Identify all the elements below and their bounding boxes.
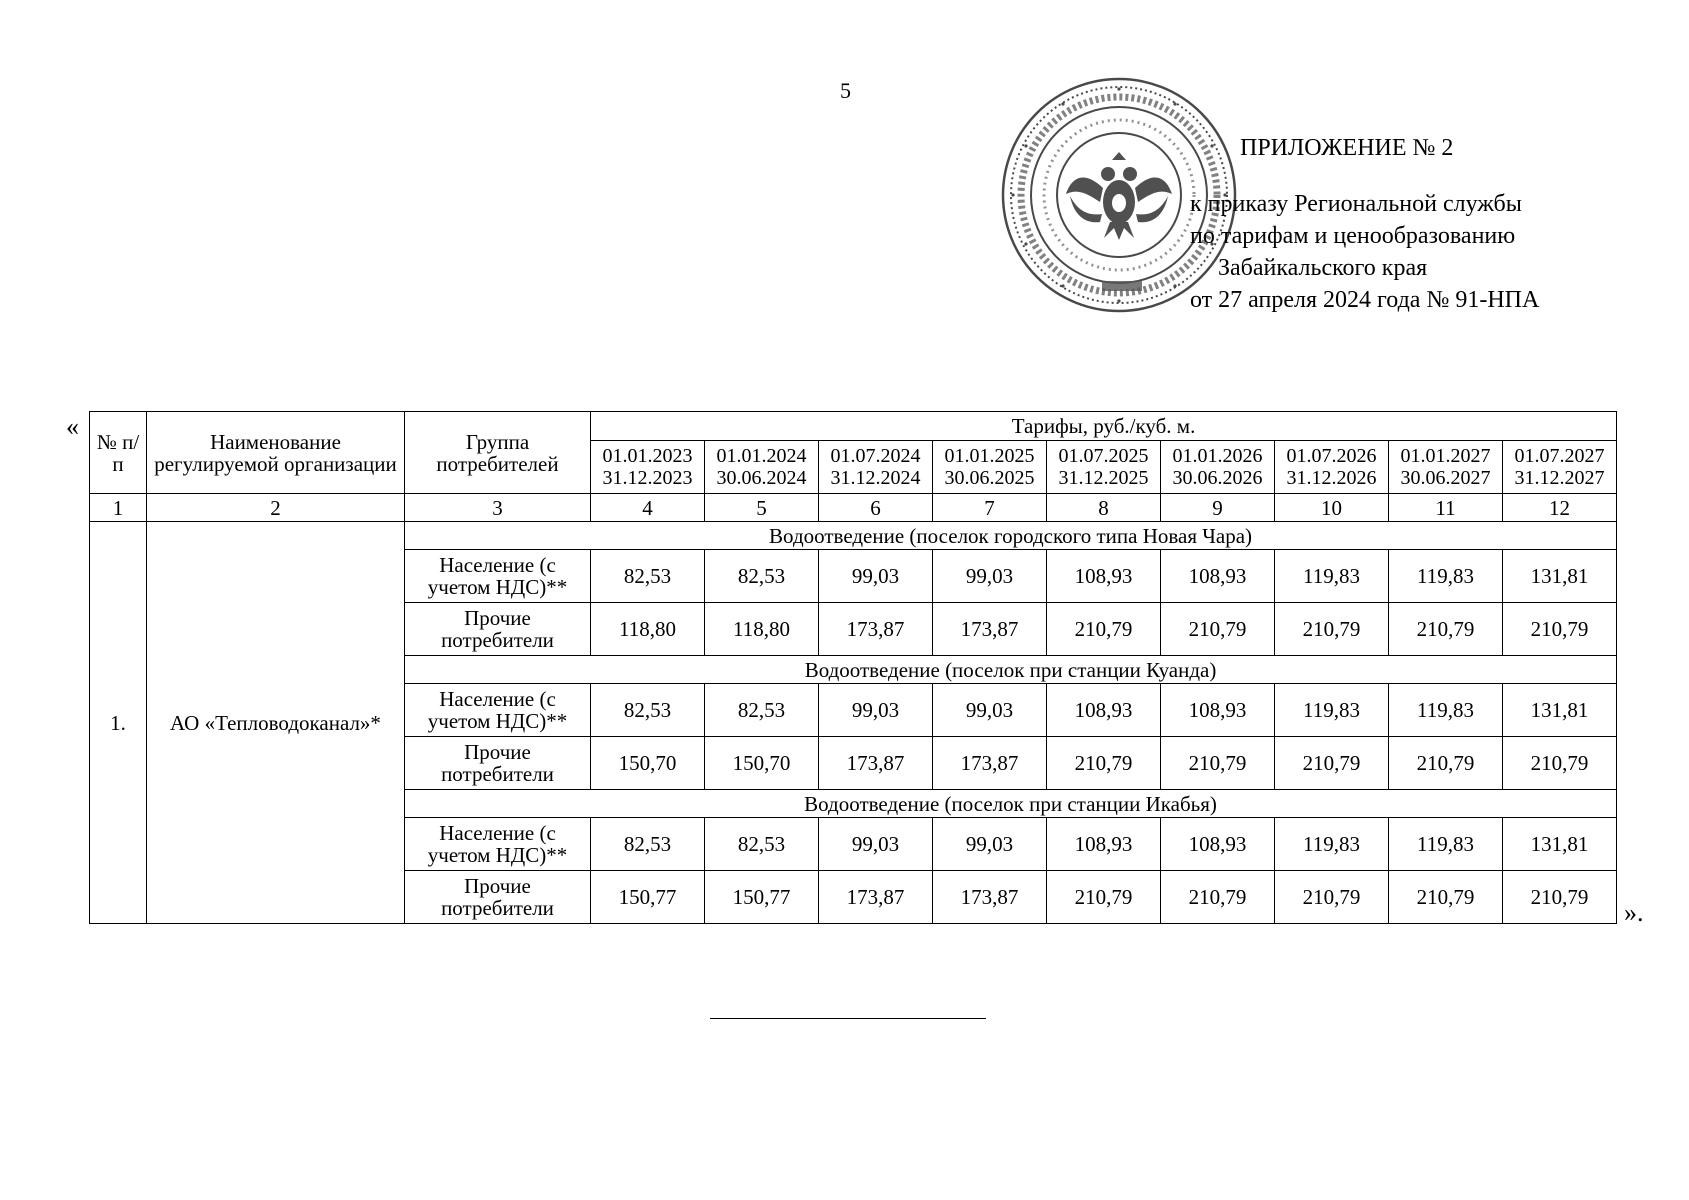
tariff-value: 108,93 bbox=[1047, 684, 1161, 737]
tariff-value: 210,79 bbox=[1047, 871, 1161, 924]
section-row bbox=[90, 522, 1617, 550]
period-header bbox=[933, 441, 1047, 494]
tariff-value: 210,79 bbox=[1389, 603, 1503, 656]
period-to: 30.06.2027 bbox=[1400, 467, 1491, 489]
tariff-value: 99,03 bbox=[819, 818, 933, 871]
tariff-value: 150,70 bbox=[591, 737, 705, 790]
period-from: 01.07.2026 bbox=[1286, 445, 1377, 467]
tariff-value: 131,81 bbox=[1503, 684, 1617, 737]
tariff-value: 173,87 bbox=[819, 603, 933, 656]
tariff-value: 82,53 bbox=[705, 818, 819, 871]
consumer-group-line-2: потребители bbox=[441, 628, 554, 652]
period-header bbox=[1161, 441, 1275, 494]
tariff-value: 210,79 bbox=[1275, 737, 1389, 790]
consumer-group-line-2: учетом НДС)** bbox=[427, 843, 568, 867]
column-number: 3 bbox=[405, 494, 591, 522]
tariffs-table bbox=[89, 411, 1617, 924]
tariff-value: 82,53 bbox=[705, 684, 819, 737]
tariff-value: 119,83 bbox=[1275, 684, 1389, 737]
period-header bbox=[819, 441, 933, 494]
column-number: 12 bbox=[1503, 494, 1617, 522]
period-header bbox=[1503, 441, 1617, 494]
column-number: 6 bbox=[819, 494, 933, 522]
tariff-value: 108,93 bbox=[1161, 684, 1275, 737]
consumer-group-line-1: Население (с bbox=[439, 821, 556, 845]
tariff-value: 173,87 bbox=[819, 871, 933, 924]
tariff-value: 82,53 bbox=[591, 818, 705, 871]
tariff-value: 99,03 bbox=[819, 684, 933, 737]
tariff-value: 210,79 bbox=[1503, 737, 1617, 790]
tariff-value: 99,03 bbox=[933, 684, 1047, 737]
tariff-value: 150,70 bbox=[705, 737, 819, 790]
appendix-line-4: от 27 апреля 2024 года № 91-НПА bbox=[1190, 287, 1540, 313]
tariff-value: 119,83 bbox=[1389, 684, 1503, 737]
period-to: 30.06.2025 bbox=[944, 467, 1035, 489]
row-number: 1. bbox=[90, 522, 147, 924]
period-from: 01.01.2026 bbox=[1172, 445, 1263, 467]
period-from: 01.07.2024 bbox=[830, 445, 921, 467]
period-from: 01.01.2024 bbox=[716, 445, 807, 467]
section-title: Водоотведение (поселок при станции Куанда) bbox=[405, 656, 1617, 684]
appendix-line-3: Забайкальского края bbox=[1218, 255, 1428, 281]
tariff-value: 118,80 bbox=[705, 603, 819, 656]
period-header bbox=[591, 441, 705, 494]
column-number: 4 bbox=[591, 494, 705, 522]
closing-quote: ». bbox=[1624, 898, 1644, 927]
period-to: 31.12.2024 bbox=[830, 467, 921, 489]
appendix-title: ПРИЛОЖЕНИЕ № 2 bbox=[1240, 135, 1454, 161]
period-to: 31.12.2023 bbox=[602, 467, 693, 489]
section-title: Водоотведение (поселок городского типа Новая Чара) bbox=[405, 522, 1617, 550]
tariff-value: 210,79 bbox=[1503, 603, 1617, 656]
section-title: Водоотведение (поселок при станции Икабья) bbox=[405, 790, 1617, 818]
period-to: 30.06.2026 bbox=[1172, 467, 1263, 489]
column-number: 11 bbox=[1389, 494, 1503, 522]
column-number: 2 bbox=[147, 494, 405, 522]
tariff-value: 82,53 bbox=[591, 550, 705, 603]
consumer-group bbox=[405, 684, 591, 737]
appendix-line-1: к приказу Региональной службы bbox=[1190, 191, 1522, 217]
period-from: 01.01.2025 bbox=[944, 445, 1035, 467]
tariff-value: 108,93 bbox=[1161, 818, 1275, 871]
period-from: 01.01.2027 bbox=[1400, 445, 1491, 467]
opening-quote: « bbox=[66, 412, 79, 441]
consumer-group-line-2: учетом НДС)** bbox=[427, 575, 568, 599]
tariff-value: 173,87 bbox=[933, 737, 1047, 790]
consumer-group bbox=[405, 818, 591, 871]
tariff-value: 210,79 bbox=[1275, 871, 1389, 924]
organization-name: АО «Тепловодоканал»* bbox=[147, 522, 405, 924]
tariff-value: 173,87 bbox=[819, 737, 933, 790]
consumer-group bbox=[405, 871, 591, 924]
period-to: 31.12.2027 bbox=[1514, 467, 1605, 489]
end-of-document-rule bbox=[710, 1018, 986, 1019]
consumer-group bbox=[405, 603, 591, 656]
consumer-group-line-1: Прочие bbox=[464, 740, 531, 764]
column-number: 7 bbox=[933, 494, 1047, 522]
consumer-group-line-1: Прочие bbox=[464, 874, 531, 898]
tariff-value: 119,83 bbox=[1389, 550, 1503, 603]
period-from: 01.07.2025 bbox=[1058, 445, 1149, 467]
tariff-value: 118,80 bbox=[591, 603, 705, 656]
consumer-group-line-1: Прочие bbox=[464, 606, 531, 630]
consumer-group-line-1: Население (с bbox=[439, 687, 556, 711]
tariff-value: 119,83 bbox=[1275, 818, 1389, 871]
period-to: 30.06.2024 bbox=[716, 467, 807, 489]
tariff-value: 119,83 bbox=[1389, 818, 1503, 871]
consumer-group-line-2: потребители bbox=[441, 896, 554, 920]
header-consumer-group: Группа потребителей bbox=[405, 412, 591, 494]
tariff-value: 131,81 bbox=[1503, 550, 1617, 603]
tariff-value: 82,53 bbox=[705, 550, 819, 603]
tariff-value: 108,93 bbox=[1047, 550, 1161, 603]
page-number: 5 bbox=[840, 78, 851, 103]
consumer-group bbox=[405, 550, 591, 603]
tariff-value: 99,03 bbox=[819, 550, 933, 603]
tariff-value: 173,87 bbox=[933, 871, 1047, 924]
period-header bbox=[1047, 441, 1161, 494]
consumer-group bbox=[405, 737, 591, 790]
column-number: 5 bbox=[705, 494, 819, 522]
period-to: 31.12.2026 bbox=[1286, 467, 1377, 489]
tariff-value: 131,81 bbox=[1503, 818, 1617, 871]
period-to: 31.12.2025 bbox=[1058, 467, 1149, 489]
period-from: 01.07.2027 bbox=[1514, 445, 1605, 467]
tariff-value: 99,03 bbox=[933, 818, 1047, 871]
consumer-group-line-2: потребители bbox=[441, 762, 554, 786]
consumer-group-line-2: учетом НДС)** bbox=[427, 709, 568, 733]
tariff-value: 99,03 bbox=[933, 550, 1047, 603]
tariff-value: 210,79 bbox=[1503, 871, 1617, 924]
tariff-value: 210,79 bbox=[1275, 603, 1389, 656]
tariff-value: 108,93 bbox=[1047, 818, 1161, 871]
tariff-value: 108,93 bbox=[1161, 550, 1275, 603]
header-organization: Наименование регулируемой организации bbox=[147, 412, 405, 494]
tariff-value: 210,79 bbox=[1047, 603, 1161, 656]
tariff-value: 119,83 bbox=[1275, 550, 1389, 603]
tariff-value: 210,79 bbox=[1161, 603, 1275, 656]
tariff-value: 210,79 bbox=[1389, 737, 1503, 790]
period-from: 01.01.2023 bbox=[602, 445, 693, 467]
consumer-group-line-1: Население (с bbox=[439, 553, 556, 577]
tariff-value: 150,77 bbox=[705, 871, 819, 924]
tariff-value: 210,79 bbox=[1389, 871, 1503, 924]
tariff-value: 210,79 bbox=[1161, 871, 1275, 924]
period-header bbox=[1275, 441, 1389, 494]
column-number: 8 bbox=[1047, 494, 1161, 522]
tariff-value: 82,53 bbox=[591, 684, 705, 737]
period-header bbox=[1389, 441, 1503, 494]
column-number: 9 bbox=[1161, 494, 1275, 522]
appendix-line-2: по тарифам и ценообразованию bbox=[1190, 223, 1516, 249]
column-number: 1 bbox=[90, 494, 147, 522]
tariff-value: 150,77 bbox=[591, 871, 705, 924]
column-number: 10 bbox=[1275, 494, 1389, 522]
header-tariffs: Тарифы, руб./куб. м. bbox=[591, 412, 1617, 441]
period-header bbox=[705, 441, 819, 494]
tariff-value: 210,79 bbox=[1161, 737, 1275, 790]
tariff-value: 210,79 bbox=[1047, 737, 1161, 790]
header-row-number: № п/п bbox=[90, 412, 147, 494]
tariff-value: 173,87 bbox=[933, 603, 1047, 656]
